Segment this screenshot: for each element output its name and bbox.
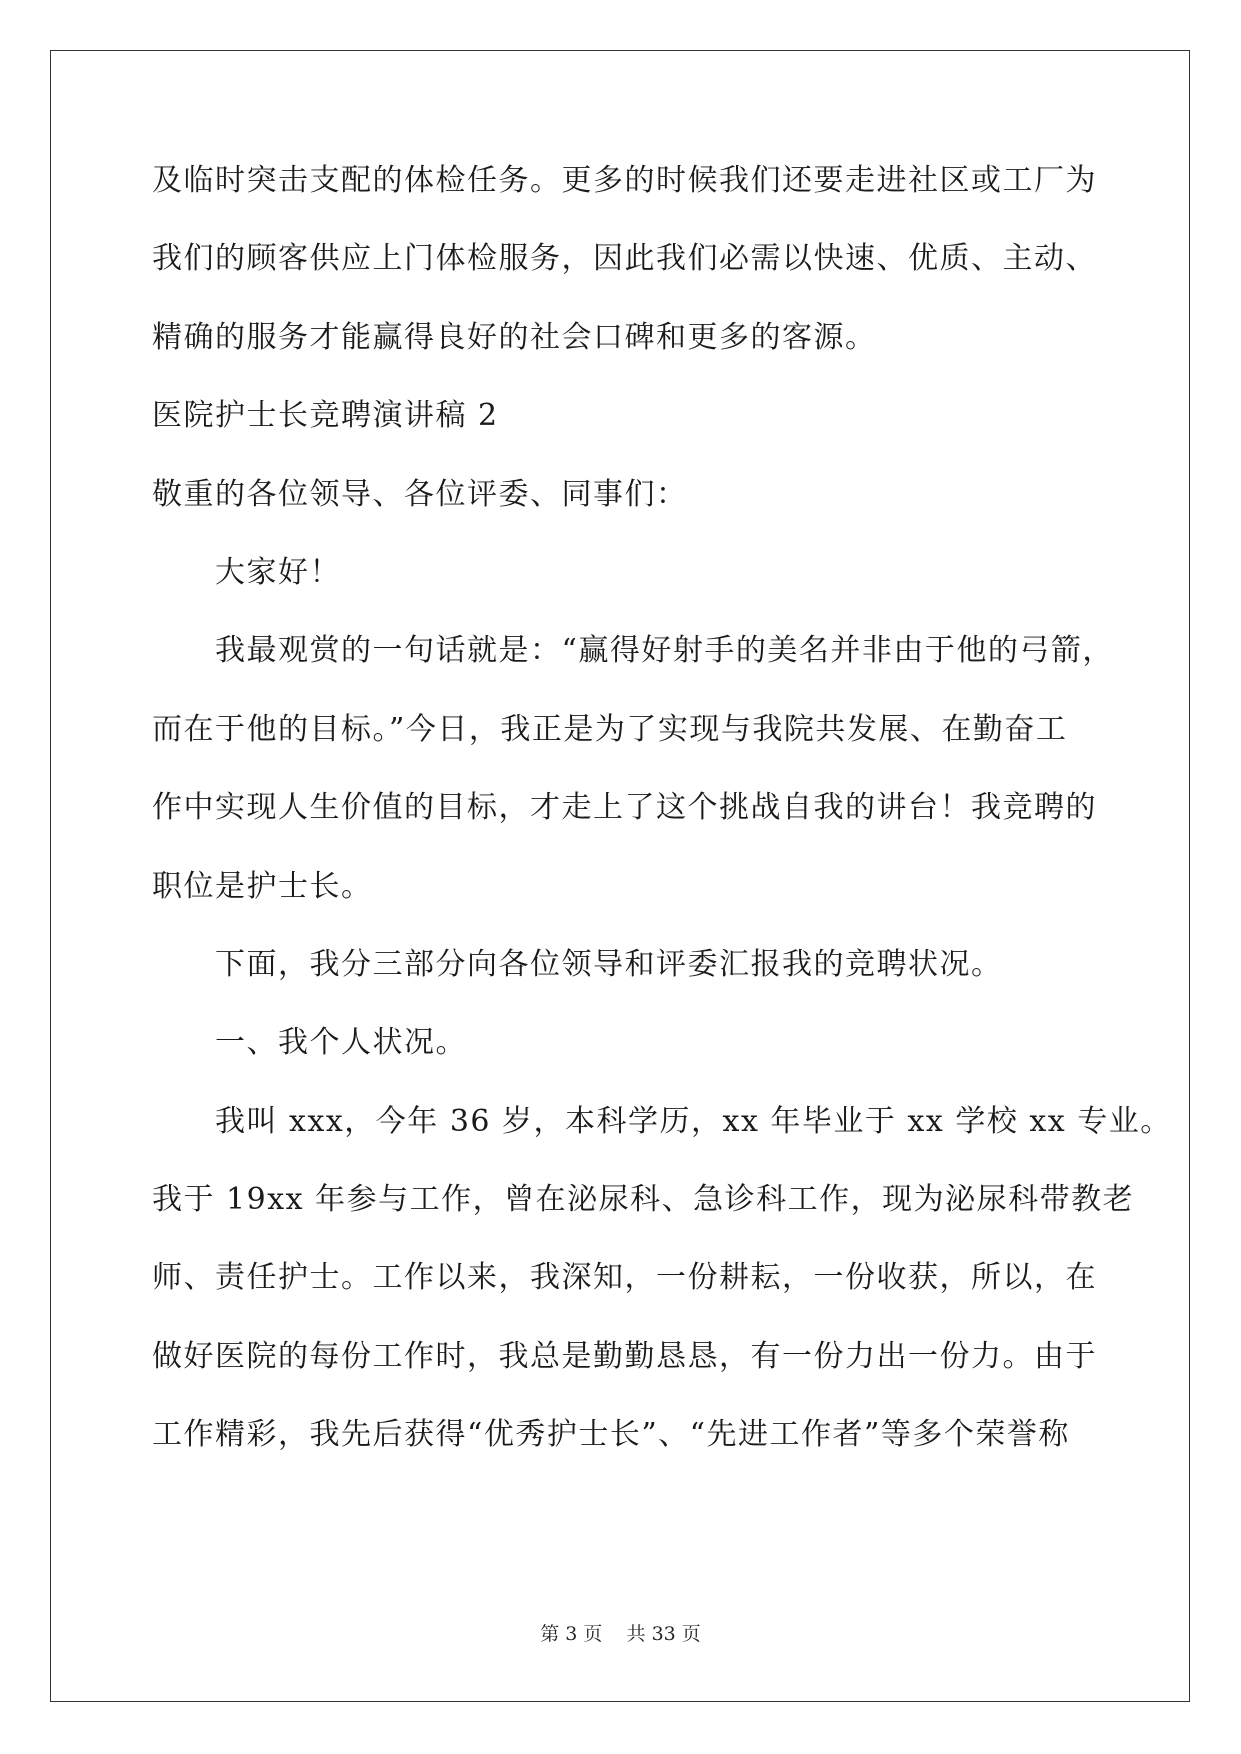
text-line: 做好医院的每份工作时，我总是勤勤恳恳，有一份力出一份力。由于 <box>152 1338 1097 1374</box>
text-line: 师、责任护士。工作以来，我深知，一份耕耘，一份收获，所以，在 <box>152 1260 1097 1296</box>
text-line: 及临时突击支配的体检任务。更多的时候我们还要走进社区或工厂为 <box>152 163 1097 198</box>
page-number: 第 3 页 共 33 页 <box>540 1623 701 1645</box>
text-line: 职位是护士长。 <box>152 868 373 904</box>
text-line: 我们的顾客供应上门体检服务，因此我们必需以快速、优质、主动、 <box>152 241 1097 277</box>
text-line: 我最观赏的一句话就是：“赢得好射手的美名并非由于他的弓箭， <box>215 633 1114 669</box>
text-line: 我叫 xxx，今年 36 岁，本科学历，xx 年毕业于 xx 学校 xx 专业。 <box>215 1103 1172 1139</box>
greeting: 大家好！ <box>215 554 341 590</box>
text-line: 而在于他的目标。”今日，我正是为了实现与我院共发展、在勤奋工 <box>152 711 1068 747</box>
text-line: 精确的服务才能赢得良好的社会口碑和更多的客源。 <box>152 319 877 355</box>
section-title: 医院护士长竞聘演讲稿 2 <box>152 398 499 434</box>
overview-line: 下面，我分三部分向各位领导和评委汇报我的竞聘状况。 <box>215 946 1003 982</box>
text-line: 我于 19xx 年参与工作，曾在泌尿科、急诊科工作，现为泌尿科带教老 <box>152 1182 1135 1218</box>
text-line: 工作精彩，我先后获得“优秀护士长”、“先进工作者”等多个荣誉称 <box>152 1417 1070 1453</box>
salutation: 敬重的各位领导、各位评委、同事们： <box>152 476 688 512</box>
subheading: 一、我个人状况。 <box>215 1025 467 1061</box>
document-body <box>152 163 1172 1499</box>
text-line: 作中实现人生价值的目标，才走上了这个挑战自我的讲台！我竞聘的 <box>152 790 1097 826</box>
